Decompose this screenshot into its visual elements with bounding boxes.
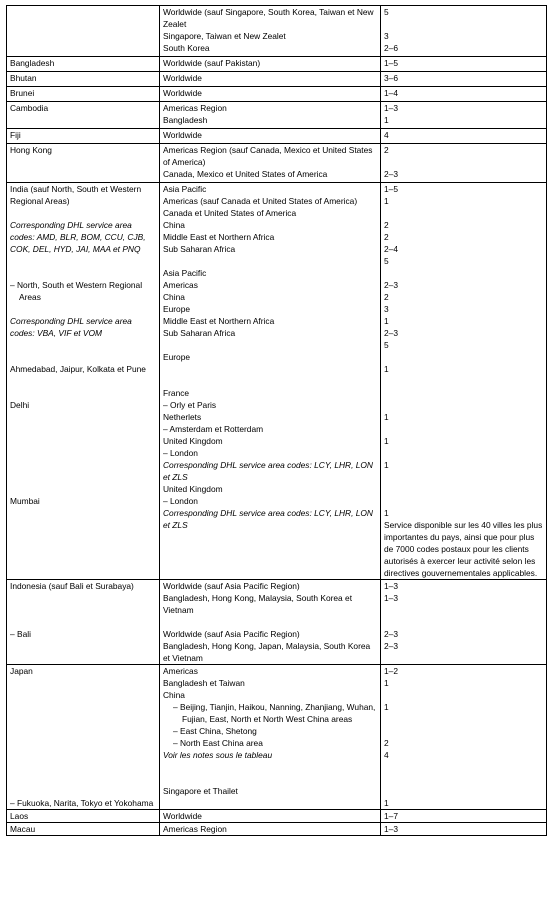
destination-line: Americas Region (sauf Canada, Mexico et United States of America) bbox=[163, 145, 373, 167]
transit-days bbox=[384, 399, 543, 411]
destination-cell bbox=[160, 6, 381, 57]
service-note: Service disponible sur les 40 villes les plus importantes du pays, ainsi que pour plus de 7000 codes postaux pour les clients autorisés à exercer leur activité selon les directives gouvernementales applicables. bbox=[384, 520, 543, 578]
country-cell bbox=[7, 665, 160, 810]
country-name: India (sauf North, South et Western Regional Areas) bbox=[10, 184, 142, 206]
destination-cell bbox=[160, 57, 381, 72]
country-cell bbox=[7, 72, 160, 87]
destination-cell bbox=[160, 72, 381, 87]
destination-line: – East China, Shetong bbox=[173, 726, 257, 736]
transit-days: 2–3 bbox=[384, 629, 398, 639]
transit-days-cell bbox=[381, 144, 547, 183]
service-area-codes: Corresponding DHL service area codes: AMD, BLR, BOM, CCU, CJB, COK, DEL, HYD, JAI, MAA et PNQ bbox=[10, 220, 146, 254]
table-row bbox=[7, 102, 547, 129]
sub-region-name: – North, South et Western Regional Areas bbox=[10, 280, 143, 302]
transit-days bbox=[384, 713, 543, 725]
transit-days bbox=[384, 156, 543, 168]
country-cell bbox=[7, 810, 160, 823]
table-note-reference: Voir les notes sous le tableau bbox=[163, 750, 273, 760]
table-row-indonesia bbox=[7, 580, 547, 665]
transit-times-table bbox=[6, 5, 546, 836]
table-row bbox=[7, 144, 547, 183]
transit-days bbox=[384, 207, 543, 219]
country-cell bbox=[7, 102, 160, 129]
country-cell bbox=[7, 183, 160, 580]
transit-days-cell bbox=[381, 129, 547, 144]
destination-line: Bangladesh, Hong Kong, Japan, Malaysia, South Korea et Vietnam bbox=[163, 641, 371, 663]
country-cell bbox=[7, 580, 160, 665]
country-cell bbox=[7, 57, 160, 72]
destination-line: Asia Pacific bbox=[163, 268, 207, 278]
country-cell bbox=[7, 144, 160, 183]
country-name: Bangladesh bbox=[10, 58, 55, 68]
country-cell bbox=[7, 823, 160, 836]
transit-days: 1–4 bbox=[384, 88, 398, 98]
transit-days bbox=[384, 725, 543, 737]
transit-days-cell bbox=[381, 57, 547, 72]
transit-days: 2–3 bbox=[384, 328, 398, 338]
destination-line: Europe bbox=[163, 304, 191, 314]
country-name: Macau bbox=[10, 824, 36, 834]
transit-days: 1 bbox=[384, 412, 389, 422]
destination-cell bbox=[160, 87, 381, 102]
destination-line: Americas bbox=[163, 666, 198, 676]
destination-cell bbox=[160, 665, 381, 810]
table-row bbox=[7, 129, 547, 144]
destination-line: Worldwide (sauf Asia Pacific Region) bbox=[163, 629, 300, 639]
transit-days: 2–3 bbox=[384, 280, 398, 290]
transit-days: 2 bbox=[384, 232, 389, 242]
destination-line: Americas Region bbox=[163, 103, 227, 113]
destination-line: – Amsterdam et Rotterdam bbox=[163, 424, 264, 434]
transit-days: 2–3 bbox=[384, 641, 398, 651]
transit-days: 1–3 bbox=[384, 581, 398, 591]
country-name: Bhutan bbox=[10, 73, 37, 83]
transit-days: 3 bbox=[384, 304, 389, 314]
destination-line: United Kingdom bbox=[163, 436, 223, 446]
transit-days: 1–3 bbox=[384, 593, 398, 603]
destination-line: China bbox=[163, 292, 185, 302]
destination-line: Sub Saharan Africa bbox=[163, 244, 236, 254]
destination-line: South Korea bbox=[163, 43, 210, 53]
transit-days: 1 bbox=[384, 364, 389, 374]
destination-line: Europe bbox=[163, 352, 191, 362]
transit-days: 4 bbox=[384, 130, 389, 140]
transit-days: 5 bbox=[384, 7, 389, 17]
transit-days-cell bbox=[381, 823, 547, 836]
destination-line: – London bbox=[163, 448, 198, 458]
service-area-codes: Corresponding DHL service area codes: LCY, LHR, LON et ZLS bbox=[163, 508, 373, 530]
destination-line: – Orly et Paris bbox=[163, 400, 217, 410]
table-row bbox=[7, 87, 547, 102]
destination-line: Worldwide (sauf Pakistan) bbox=[163, 58, 261, 68]
destination-line: Singapore, Taiwan et New Zealet bbox=[163, 31, 286, 41]
destination-line: Bangladesh bbox=[163, 115, 208, 125]
table-row bbox=[7, 810, 547, 823]
destination-line: – London bbox=[163, 496, 198, 506]
transit-days: 1 bbox=[384, 702, 389, 712]
country-name: Laos bbox=[10, 811, 29, 821]
destination-line: Worldwide bbox=[163, 130, 202, 140]
table-row bbox=[7, 6, 547, 57]
transit-days: 2 bbox=[384, 145, 389, 155]
sub-region-name: Ahmedabad, Jaipur, Kolkata et Pune bbox=[10, 364, 146, 374]
transit-days: 2 bbox=[384, 220, 389, 230]
transit-days: 3–6 bbox=[384, 73, 398, 83]
transit-days: 2 bbox=[384, 738, 389, 748]
transit-days: 1 bbox=[384, 115, 389, 125]
transit-days: 1 bbox=[384, 508, 389, 518]
transit-days: 1 bbox=[384, 196, 389, 206]
service-area-codes: Corresponding DHL service area codes: VBA, VIF et VOM bbox=[10, 316, 132, 338]
country-name: Japan bbox=[10, 666, 33, 676]
destination-line: China bbox=[163, 690, 185, 700]
transit-days: 2–4 bbox=[384, 244, 398, 254]
destination-cell bbox=[160, 183, 381, 580]
destination-line: – Beijing, Tianjin, Haikou, Nanning, Zhanjiang, Wuhan, Fujian, East, North et North West China areas bbox=[173, 702, 376, 724]
destination-line: Worldwide (sauf Asia Pacific Region) bbox=[163, 581, 300, 591]
destination-line: Americas (sauf Canada et United States of America) bbox=[163, 196, 358, 206]
destination-line: France bbox=[163, 388, 190, 398]
table-row bbox=[7, 72, 547, 87]
destination-cell bbox=[160, 580, 381, 665]
transit-days: 1–5 bbox=[384, 184, 398, 194]
destination-line: Americas bbox=[163, 280, 198, 290]
transit-days: 1–3 bbox=[384, 824, 398, 834]
transit-days: 1 bbox=[384, 316, 389, 326]
sub-region-name: Mumbai bbox=[10, 496, 40, 506]
transit-days: 5 bbox=[384, 256, 389, 266]
transit-days: 1–2 bbox=[384, 666, 398, 676]
country-name: Brunei bbox=[10, 88, 35, 98]
table-row-india bbox=[7, 183, 547, 580]
country-name: Indonesia (sauf Bali et Surabaya) bbox=[10, 581, 134, 591]
transit-days: 1–5 bbox=[384, 58, 398, 68]
transit-days-cell bbox=[381, 183, 547, 580]
transit-days: 1–3 bbox=[384, 103, 398, 113]
destination-cell bbox=[160, 144, 381, 183]
destination-line: Bangladesh et Taiwan bbox=[163, 678, 245, 688]
destination-line: Singapore et Thailet bbox=[163, 786, 238, 796]
transit-days: 2 bbox=[384, 292, 389, 302]
destination-line: China bbox=[163, 220, 185, 230]
transit-days: 3 bbox=[384, 31, 389, 41]
transit-days-cell bbox=[381, 6, 547, 57]
destination-line: Middle East et Northern Africa bbox=[163, 232, 275, 242]
country-name: Fiji bbox=[10, 130, 21, 140]
destination-line: Sub Saharan Africa bbox=[163, 328, 236, 338]
country-name: Cambodia bbox=[10, 103, 49, 113]
transit-days-cell bbox=[381, 810, 547, 823]
transit-days-cell bbox=[381, 102, 547, 129]
transit-days: 1–7 bbox=[384, 811, 398, 821]
sub-region-name: – Bali bbox=[10, 629, 31, 639]
destination-line: Bangladesh, Hong Kong, Malaysia, South Korea et Vietnam bbox=[163, 593, 353, 615]
destination-cell bbox=[160, 810, 381, 823]
transit-days: 1 bbox=[384, 436, 389, 446]
destination-line: Asia Pacific bbox=[163, 184, 207, 194]
table-row bbox=[7, 57, 547, 72]
destination-line: – North East China area bbox=[173, 738, 263, 748]
transit-days bbox=[384, 447, 543, 459]
transit-days bbox=[384, 18, 543, 30]
destination-line: Worldwide (sauf Singapore, South Korea, Taiwan et New Zealet bbox=[163, 7, 374, 29]
transit-days: 4 bbox=[384, 750, 389, 760]
destination-line: Worldwide bbox=[163, 73, 202, 83]
sub-region-name: – Fukuoka, Narita, Tokyo et Yokohama bbox=[10, 798, 154, 808]
country-cell bbox=[7, 87, 160, 102]
transit-days: 1 bbox=[384, 460, 389, 470]
destination-cell bbox=[160, 129, 381, 144]
destination-line: Netherlets bbox=[163, 412, 202, 422]
service-area-codes: Corresponding DHL service area codes: LCY, LHR, LON et ZLS bbox=[163, 460, 373, 482]
transit-days bbox=[384, 423, 543, 435]
destination-line: Middle East et Northern Africa bbox=[163, 316, 275, 326]
sub-region-name: Delhi bbox=[10, 400, 30, 410]
destination-line: Worldwide bbox=[163, 811, 202, 821]
transit-days: 1 bbox=[384, 798, 389, 808]
transit-days-cell bbox=[381, 665, 547, 810]
country-name: Hong Kong bbox=[10, 145, 52, 155]
destination-line: Canada et United States of America bbox=[163, 208, 297, 218]
destination-line: Worldwide bbox=[163, 88, 202, 98]
table-row bbox=[7, 823, 547, 836]
transit-days: 2–6 bbox=[384, 43, 398, 53]
country-cell bbox=[7, 129, 160, 144]
transit-days: 2–3 bbox=[384, 169, 398, 179]
destination-line: Canada, Mexico et United States of America bbox=[163, 169, 328, 179]
destination-line: United Kingdom bbox=[163, 484, 223, 494]
transit-days-cell bbox=[381, 87, 547, 102]
transit-days-cell bbox=[381, 72, 547, 87]
destination-cell bbox=[160, 823, 381, 836]
destination-cell bbox=[160, 102, 381, 129]
transit-days bbox=[384, 689, 543, 701]
transit-days: 1 bbox=[384, 678, 389, 688]
transit-days: 5 bbox=[384, 340, 389, 350]
destination-line: Americas Region bbox=[163, 824, 227, 834]
table-row-japan bbox=[7, 665, 547, 810]
transit-days-cell bbox=[381, 580, 547, 665]
country-cell bbox=[7, 6, 160, 57]
